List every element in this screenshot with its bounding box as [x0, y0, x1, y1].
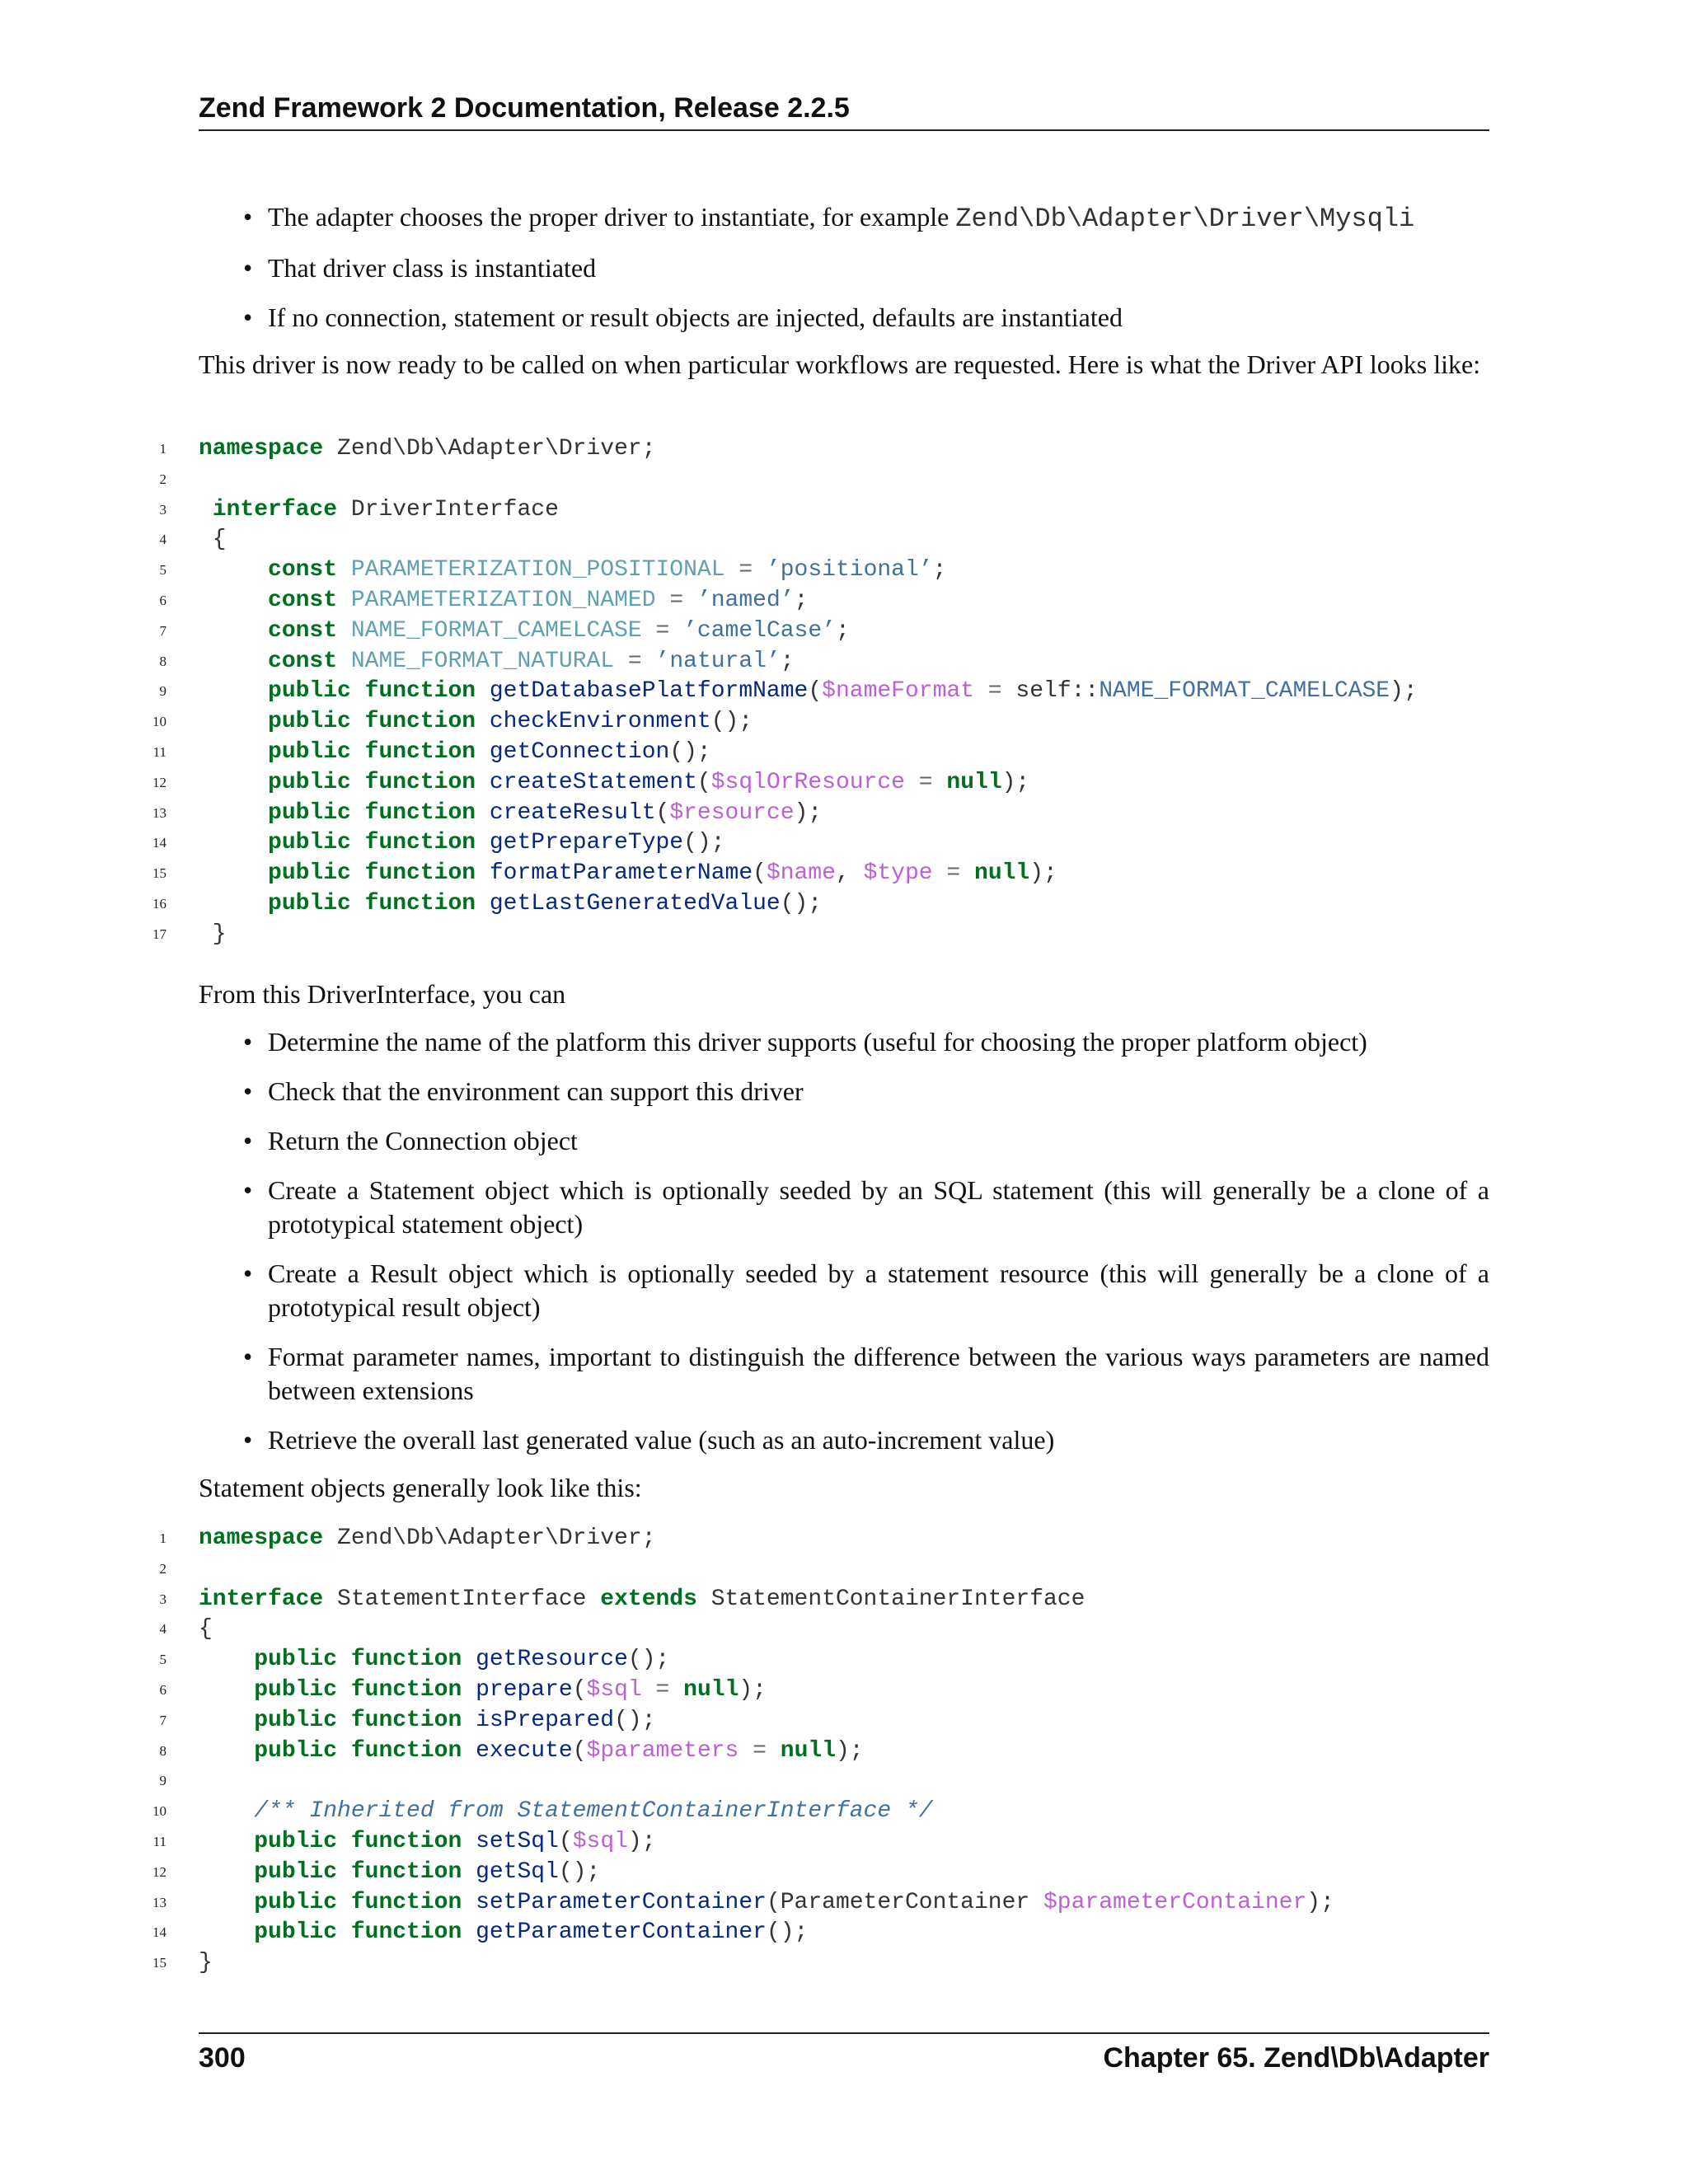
code-text: /** Inherited from StatementContainerInterface */ [254, 1798, 933, 1825]
code-text: public function getLastGeneratedValue(); [268, 890, 823, 916]
list-item: • Return the Connection object [243, 1124, 1489, 1158]
code-line [148, 799, 1688, 829]
code-line [148, 495, 1688, 526]
list-item: • Retrieve the overall last generated value (such as an auto-increment value) [243, 1423, 1489, 1457]
intro-bullet-list [243, 200, 1489, 350]
code-line [148, 555, 1688, 586]
list-item: • Format parameter names, important to distinguish the difference between the various ways parameters are named between extensions [243, 1340, 1489, 1408]
code-text: public function getConnection(); [268, 738, 711, 765]
code-line [148, 828, 1688, 859]
code-line [148, 768, 1688, 799]
code-line [148, 1766, 1688, 1797]
code-line [148, 616, 1688, 647]
code-text: public function getResource(); [254, 1647, 670, 1673]
code-text: public function getSql(); [254, 1858, 601, 1885]
line-number: 8 [159, 653, 166, 669]
line-number: 9 [159, 1773, 166, 1789]
code-line [148, 1615, 1688, 1645]
code-line [148, 1585, 1688, 1615]
code-line [148, 525, 1688, 555]
code-text: public function getPrepareType(); [268, 830, 725, 856]
chapter-title: Chapter 65. Zend\Db\Adapter [1103, 2042, 1489, 2074]
code-line [148, 859, 1688, 889]
code-line [148, 1645, 1688, 1675]
line-number: 12 [152, 774, 166, 790]
line-number: 1 [159, 1530, 166, 1546]
line-number: 2 [159, 1560, 166, 1577]
code-line [148, 1675, 1688, 1706]
paragraph: From this DriverInterface, you can [199, 979, 566, 1009]
code-text: interface StatementInterface extends StatementContainerInterface [199, 1586, 1085, 1612]
code-text: public function setParameterContainer(ParameterContainer $parameterContainer); [254, 1889, 1334, 1915]
line-number: 5 [159, 562, 166, 579]
code-text: public function createStatement($sqlOrResource = null); [268, 769, 1030, 795]
code-text: public function checkEnvironment(); [268, 709, 753, 735]
line-number: 9 [159, 683, 166, 700]
code-line [148, 1858, 1688, 1888]
code-line [148, 465, 1688, 495]
header-title: Zend Framework 2 Documentation, Release 2.2.5 [199, 92, 850, 124]
code-line [148, 1554, 1688, 1585]
line-number: 15 [152, 1955, 166, 1971]
line-number: 10 [152, 714, 166, 730]
line-number: 11 [152, 1833, 166, 1849]
capability-bullet-list [243, 1025, 1489, 1473]
code-line [148, 586, 1688, 616]
running-footer [199, 2032, 1489, 2074]
code-text: public function execute($parameters = null); [254, 1737, 864, 1764]
code-line [148, 1918, 1688, 1948]
running-header [199, 92, 1489, 131]
code-text: { [199, 1616, 213, 1643]
code-text: } [199, 1950, 213, 1976]
code-text: const PARAMETERIZATION_NAMED = ’named’; [268, 587, 809, 613]
list-item: • Create a Statement object which is optionally seeded by an SQL statement (this will generally be a clone of a prototypical statement object) [243, 1174, 1489, 1241]
code-line [148, 920, 1688, 950]
line-number: 16 [152, 895, 166, 912]
line-number: 15 [152, 865, 166, 882]
code-block-driver-interface [148, 434, 1688, 950]
list-item: • If no connection, statement or result objects are injected, defaults are instantiated [243, 301, 1489, 335]
code-block-statement-interface [148, 1524, 1688, 1979]
page-number: 300 [199, 2042, 246, 2074]
line-number: 13 [152, 1894, 166, 1910]
code-line [148, 647, 1688, 677]
code-text: namespace Zend\Db\Adapter\Driver; [199, 436, 656, 462]
line-number: 11 [152, 743, 166, 760]
line-number: 4 [159, 532, 166, 548]
line-number: 3 [159, 1591, 166, 1607]
list-item: • Determine the name of the platform this driver supports (useful for choosing the proper platform object) [243, 1025, 1489, 1059]
code-text: { [199, 527, 227, 553]
code-text: const NAME_FORMAT_NATURAL = ’natural’; [268, 648, 795, 674]
code-text: public function createResult($resource); [268, 799, 823, 826]
line-number: 6 [159, 592, 166, 608]
list-item: • The adapter chooses the proper driver to instantiate, for example Zend\Db\Adapter\Driver\Mysqli [243, 200, 1489, 236]
line-number: 1 [159, 441, 166, 457]
line-number: 8 [159, 1742, 166, 1759]
line-number: 6 [159, 1681, 166, 1698]
code-text: public function setSql($sql); [254, 1828, 656, 1854]
code-text: public function getParameterContainer(); [254, 1919, 809, 1946]
line-number: 14 [152, 1924, 166, 1941]
code-text: interface DriverInterface [212, 496, 559, 523]
code-text: public function prepare($sql = null); [254, 1676, 767, 1703]
code-line [148, 434, 1688, 465]
code-line [148, 707, 1688, 738]
line-number: 10 [152, 1803, 166, 1820]
code-text: public function formatParameterName($name, $type = null); [268, 860, 1057, 887]
line-number: 5 [159, 1652, 166, 1668]
list-item: • Create a Result object which is optionally seeded by a statement resource (this will generally be a clone of a prototypical result object) [243, 1257, 1489, 1324]
code-line [148, 1948, 1688, 1979]
inline-code: Zend\Db\Adapter\Driver\Mysqli [955, 204, 1415, 234]
code-line [148, 1797, 1688, 1827]
paragraph: This driver is now ready to be called on when particular workflows are requested. Here is what the Driver API looks like: [199, 349, 1481, 379]
line-number: 12 [152, 1863, 166, 1880]
code-line [148, 1706, 1688, 1736]
code-line [148, 738, 1688, 768]
code-line [148, 1524, 1688, 1554]
code-line [148, 677, 1688, 707]
code-line [148, 1827, 1688, 1858]
code-text: namespace Zend\Db\Adapter\Driver; [199, 1526, 656, 1551]
line-number: 2 [159, 471, 166, 487]
code-line [148, 1888, 1688, 1919]
code-text: } [199, 921, 227, 947]
code-line [148, 1736, 1688, 1767]
line-number: 14 [152, 835, 166, 851]
line-number: 4 [159, 1621, 166, 1638]
code-line [148, 889, 1688, 920]
line-number: 3 [159, 501, 166, 518]
code-text: const PARAMETERIZATION_POSITIONAL = ’positional’; [268, 557, 947, 583]
list-item: • That driver class is instantiated [243, 251, 1489, 285]
paragraph: Statement objects generally look like this: [199, 1473, 642, 1502]
list-item: • Check that the environment can support this driver [243, 1075, 1489, 1108]
code-text: public function isPrepared(); [254, 1707, 656, 1733]
line-number: 7 [159, 1712, 166, 1728]
code-text: public function getDatabasePlatformName($nameFormat = self::NAME_FORMAT_CAMELCASE); [268, 678, 1418, 705]
line-number: 13 [152, 804, 166, 821]
code-text: const NAME_FORMAT_CAMELCASE = ’camelCase’; [268, 617, 850, 644]
line-number: 17 [152, 926, 166, 942]
line-number: 7 [159, 622, 166, 639]
